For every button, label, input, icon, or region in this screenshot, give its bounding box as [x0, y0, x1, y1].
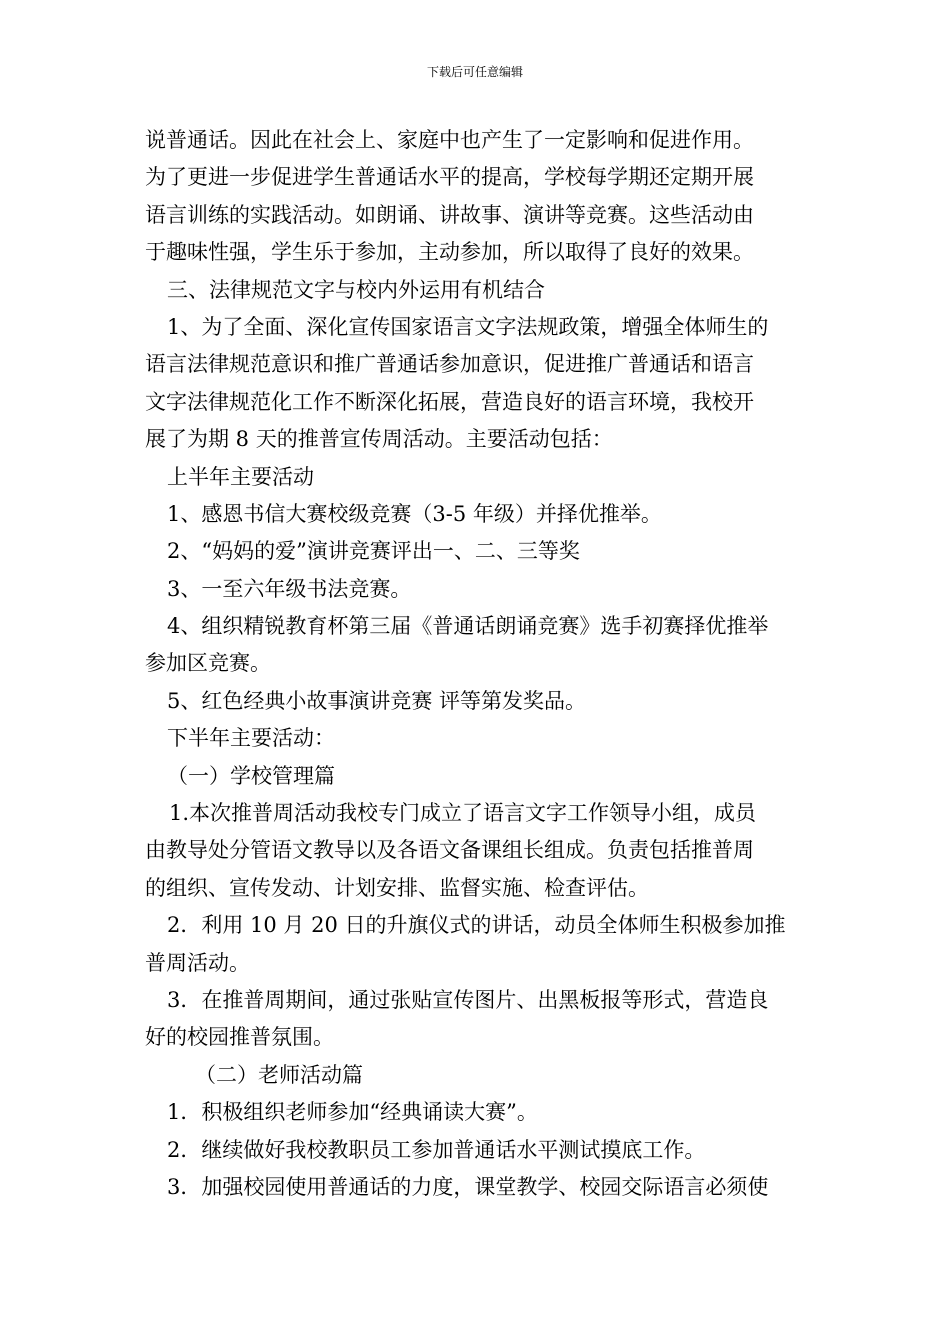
text-line: 下半年主要活动：: [167, 726, 335, 751]
text-line: 2．利用 10 月 20 日的升旗仪式的讲话，动员全体师生积极参加推: [167, 913, 786, 938]
text-line: 三、法律规范文字与校内外运用有机结合: [167, 277, 545, 302]
document-body: [145, 122, 810, 1206]
text-line: 文字法律规范化工作不断深化拓展，营造良好的语言环境，我校开: [145, 389, 754, 414]
text-line: 说普通话。因此在社会上、家庭中也产生了一定影响和促进作用。: [145, 128, 754, 152]
text-line: 3．在推普周期间，通过张贴宣传图片、出黑板报等形式，营造良: [167, 987, 769, 1012]
text-line: 1．积极组织老师参加“经典诵读大赛”。: [167, 1100, 538, 1125]
text-line: 参加区竞赛。: [145, 651, 271, 676]
text-line: 1.本次推普周活动我校专门成立了语言文字工作领导小组，成员: [169, 801, 757, 826]
text-line: 为了更进一步促进学生普通话水平的提高，学校每学期还定期开展: [145, 165, 754, 190]
text-line: （二）老师活动篇: [195, 1062, 363, 1087]
text-line: 2、“妈妈的爱”演讲竞赛评出一、二、三等奖: [167, 539, 580, 564]
text-line: 语言训练的实践活动。如朗诵、讲故事、演讲等竞赛。这些活动由: [145, 202, 754, 227]
text-line: 普周活动。: [145, 950, 250, 975]
text-line: 5、红色经典小故事演讲竞赛 评等第发奖品。: [167, 688, 587, 713]
text-line: 3、一至六年级书法竞赛。: [167, 576, 412, 601]
text-line: 3．加强校园使用普通话的力度，课堂教学、校园交际语言必须使: [167, 1174, 769, 1199]
text-line: 好的校园推普氛围。: [145, 1025, 334, 1050]
text-line: 的组织、宣传发动、计划安排、监督实施、检查评估。: [145, 875, 649, 900]
text-line: 由教导处分管语文教导以及各语文备课组长组成。负责包括推普周: [145, 838, 754, 863]
text-line: 2．继续做好我校教职员工参加普通话水平测试摸底工作。: [167, 1137, 706, 1162]
text-line: （一）学校管理篇: [167, 763, 335, 788]
text-line: 展了为期 8 天的推普宣传周活动。主要活动包括：: [145, 427, 613, 452]
text-line: 于趣味性强，学生乐于参加，主动参加，所以取得了良好的效果。: [145, 240, 754, 265]
text-line: 1、为了全面、深化宣传国家语言文字法规政策，增强全体师生的: [167, 314, 769, 339]
text-line: 上半年主要活动: [167, 464, 314, 489]
text-line: 语言法律规范意识和推广普通话参加意识，促进推广普通话和语言: [145, 352, 754, 377]
text-line: 4、组织精锐教育杯第三届《普通话朗诵竞赛》选手初赛择优推举: [167, 614, 769, 639]
text-line: 1、感恩书信大赛校级竞赛（3-5 年级）并择优推举。: [167, 501, 662, 526]
page-header: 下载后可任意编辑: [426, 65, 523, 79]
